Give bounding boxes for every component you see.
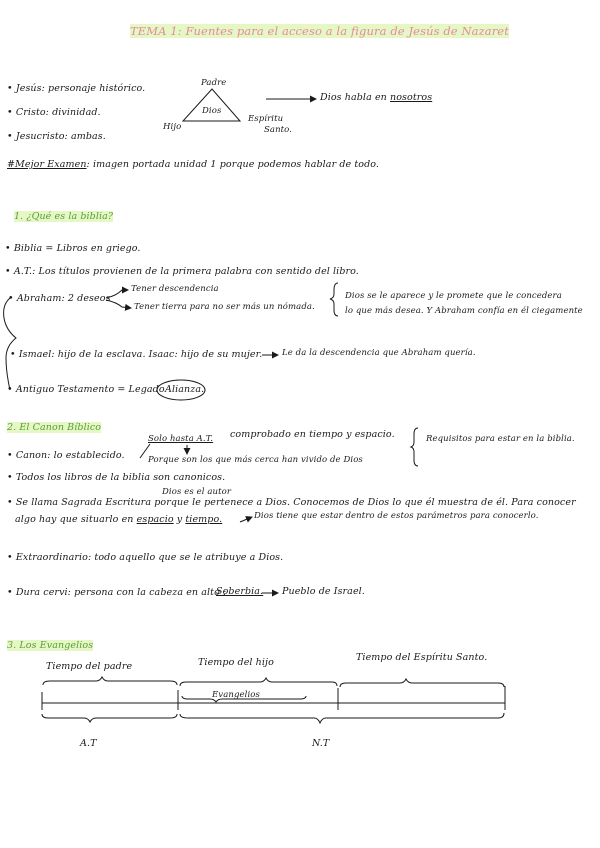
brace-at (42, 714, 177, 722)
tiempo-keyword: tiempo. (185, 514, 223, 525)
section-3-heading: 3. Los Evangelios (7, 640, 94, 651)
god-promise-line-2: lo que más desea. Y Abraham confía en él ciegamente (345, 306, 583, 316)
section-1-heading: 1. ¿Qué es la biblia? (14, 211, 114, 222)
note-jesucristo: • Jesucristo: ambas. (7, 131, 106, 142)
section-2-heading: 2. El Canon Bíblico (7, 422, 102, 433)
timeline-evangelios-label: Evangelios (212, 690, 260, 700)
canon-connector (140, 444, 150, 458)
brace-espiritu (340, 679, 504, 687)
wish-tierra: Tener tierra para no ser más un nómada. (134, 302, 315, 312)
timeline-padre-label: Tiempo del padre (46, 661, 133, 672)
brace-nt (180, 713, 504, 723)
note-at-titles: • A.T.: Los títulos provienen de la primera palabra con sentido del libro. (5, 266, 359, 277)
timeline-espiritu-label: Tiempo del Espíritu Santo. (356, 652, 488, 663)
note-abraham: • Abraham: 2 deseos (8, 293, 111, 304)
note-descendencia: Le da la descendencia que Abraham quería. (282, 348, 476, 358)
trinity-right-label-2: Santo. (264, 125, 293, 135)
note-dura-cervi: • Dura cervi: persona con la cabeza en alto : (7, 587, 227, 598)
trinity-triangle (183, 89, 240, 121)
timeline-hijo-label: Tiempo del hijo (198, 657, 274, 668)
god-promise-line-1: Dios se le aparece y le promete que le concedera (345, 291, 562, 301)
note-jesus: • Jesús: personaje histórico. (7, 83, 146, 94)
note-pueblo-israel: Pueblo de Israel. (282, 586, 365, 597)
trinity-top-label: Padre (201, 78, 227, 88)
arrow-deseo-2 (106, 300, 131, 308)
curve-abraham-line (4, 298, 16, 390)
exam-label: #Mejor Examen (7, 159, 87, 170)
alianza-circle (157, 380, 205, 400)
brace-padre (43, 677, 177, 685)
page-title: TEMA 1: Fuentes para el acceso a la figura de Jesús de Nazaret (130, 24, 509, 38)
nosotros-keyword: nosotros (390, 92, 433, 103)
canon-comprobado: comprobado en tiempo y espacio. (230, 429, 395, 440)
note-escritura-line-1: • Se llama Sagrada Escritura porque le pertenece a Dios. Conocemos de Dios lo que él muestra de él. Para conocer (7, 497, 576, 508)
god-speaks-note: Dios habla en nosotros (320, 92, 433, 103)
note-todos-libros: • Todos los libros de la biblia son canonicos. (7, 472, 226, 483)
brace-evangelios (182, 696, 306, 702)
timeline-at-label: A.T (80, 738, 97, 749)
note-dios-autor: Dios es el autor (162, 487, 231, 497)
canon-porque: Porque son los que más cerca han vivido de Dios (148, 455, 363, 465)
bracket-abraham (330, 283, 338, 316)
bracket-requisitos (411, 428, 418, 466)
timeline-nt-label: N.T (312, 738, 330, 749)
canon-requisitos: Requisitos para estar en la biblia. (426, 434, 575, 444)
trinity-center-label: Dios (202, 106, 222, 116)
note-antiguo-testamento: • Antiguo Testamento = Legado (7, 384, 165, 395)
note-escritura-line-2: algo hay que situarlo en espacio y tiempo. (15, 514, 223, 525)
arrow-tiempo (240, 517, 252, 522)
brace-hijo (180, 678, 337, 686)
canon-solo-at: Solo hasta A.T. (148, 434, 214, 444)
note-cristo: • Cristo: divinidad. (7, 107, 101, 118)
note-ismael-isaac: • Ismael: hijo de la esclava. Isaac: hijo de su mujer. (10, 349, 263, 360)
trinity-left-label: Hijo (163, 122, 182, 132)
note-extraordinario: • Extraordinario: todo aquello que se le atribuye a Dios. (7, 552, 284, 563)
alianza-circled: Alianza. (165, 384, 205, 395)
espacio-keyword: espacio (136, 514, 174, 525)
note-canon: • Canon: lo establecido. (7, 450, 125, 461)
trinity-right-label-1: Espíritu (248, 114, 284, 124)
soberbia-keyword: Soberbia. (216, 586, 264, 597)
note-escritura-conclusion: Dios tiene que estar dentro de estos parámetros para conocerlo. (254, 511, 539, 521)
wish-descendencia: Tener descendencia (131, 284, 219, 294)
note-biblia: • Biblia = Libros en griego. (5, 243, 141, 254)
exam-note: #Mejor Examen: imagen portada unidad 1 porque podemos hablar de todo. (7, 159, 380, 170)
arrow-deseo-1 (106, 290, 128, 298)
